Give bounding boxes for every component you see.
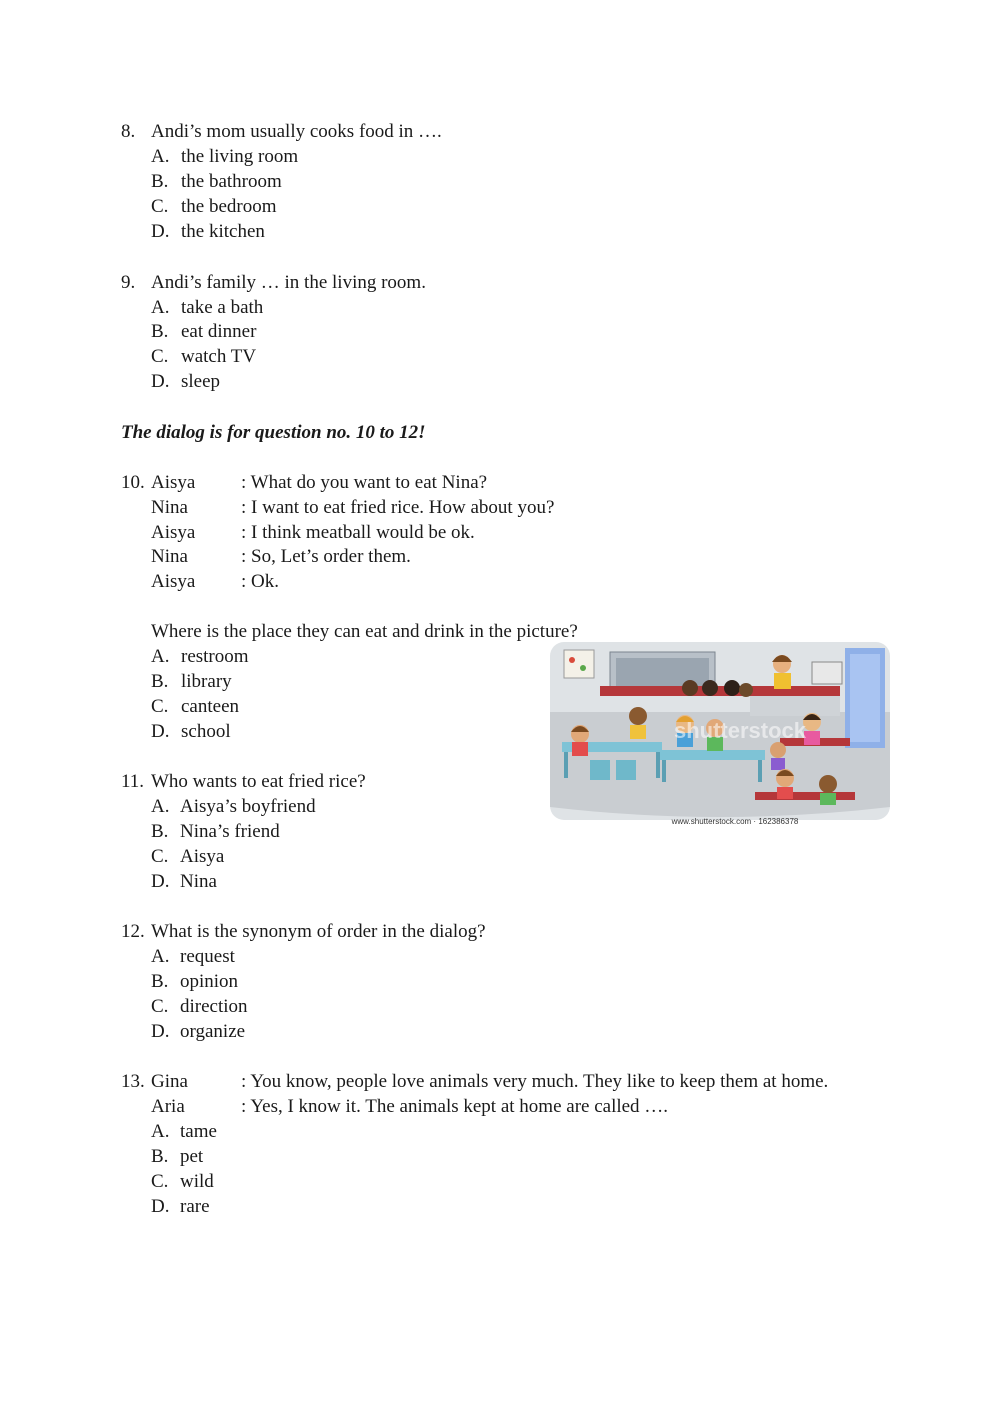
option-text: Aisya xyxy=(180,846,225,867)
dialog-line: : What do you want to eat Nina? xyxy=(241,472,488,493)
dialog-instruction: The dialog is for question no. 10 to 12! xyxy=(121,422,426,443)
dialog-speaker: Nina xyxy=(151,546,188,567)
option-letter: D. xyxy=(151,721,170,742)
canteen-scene-image xyxy=(550,642,890,832)
option-letter: C. xyxy=(151,846,169,867)
option-text: direction xyxy=(180,996,248,1017)
option-text: watch TV xyxy=(181,346,257,367)
option-letter: B. xyxy=(151,1146,169,1167)
question-number: 11. xyxy=(121,771,145,792)
option-text: rare xyxy=(180,1196,210,1217)
question-number: 13. xyxy=(121,1071,145,1092)
question-text: Who wants to eat fried rice? xyxy=(151,771,366,792)
option-text: library xyxy=(181,671,232,692)
option-letter: D. xyxy=(151,1196,170,1217)
option-letter: A. xyxy=(151,796,170,817)
option-text: the bedroom xyxy=(181,196,277,217)
question-text: What is the synonym of order in the dialog? xyxy=(151,921,486,942)
canteen-illustration xyxy=(550,642,890,832)
option-text: Aisya’s boyfriend xyxy=(180,796,316,817)
option-letter: C. xyxy=(151,196,169,217)
option-letter: A. xyxy=(151,646,170,667)
option-letter: B. xyxy=(151,821,169,842)
option-letter: C. xyxy=(151,996,169,1017)
option-text: school xyxy=(181,721,231,742)
question-number: 8. xyxy=(121,121,136,142)
dialog-speaker: Aisya xyxy=(151,472,196,493)
dialog-line: : Yes, I know it. The animals kept at home are called …. xyxy=(241,1096,669,1117)
option-letter: A. xyxy=(151,297,170,318)
option-text: canteen xyxy=(181,696,240,717)
dialog-speaker: Aisya xyxy=(151,522,196,543)
watermark-text: shutterstock xyxy=(673,718,807,743)
option-letter: D. xyxy=(151,371,170,392)
option-text: Nina’s friend xyxy=(180,821,280,842)
option-letter: D. xyxy=(151,871,170,892)
question-number: 10. xyxy=(121,472,145,493)
option-letter: C. xyxy=(151,696,169,717)
option-letter: A. xyxy=(151,1121,170,1142)
option-text: request xyxy=(180,946,235,967)
question-number: 12. xyxy=(121,921,145,942)
option-text: eat dinner xyxy=(181,321,257,342)
dialog-line: : Ok. xyxy=(241,571,279,592)
option-letter: C. xyxy=(151,1171,169,1192)
option-text: the living room xyxy=(181,146,299,167)
dialog-speaker: Aria xyxy=(151,1096,185,1117)
option-text: tame xyxy=(180,1121,217,1142)
question-text: Andi’s mom usually cooks food in …. xyxy=(151,121,442,142)
option-letter: B. xyxy=(151,171,169,192)
dialog-speaker: Aisya xyxy=(151,571,196,592)
dialog-line: : You know, people love animals very much. They like to keep them at home. xyxy=(241,1071,829,1092)
option-text: take a bath xyxy=(181,297,264,318)
option-text: the bathroom xyxy=(181,171,282,192)
question-text: Where is the place they can eat and drink in the picture? xyxy=(151,621,578,642)
option-text: organize xyxy=(180,1021,246,1042)
option-letter: B. xyxy=(151,671,169,692)
option-letter: D. xyxy=(151,221,170,242)
dialog-line: : I want to eat fried rice. How about you? xyxy=(241,497,555,518)
image-caption: www.shutterstock.com · 162386378 xyxy=(671,817,799,826)
option-letter: A. xyxy=(151,146,170,167)
option-text: Nina xyxy=(180,871,217,892)
option-letter: C. xyxy=(151,346,169,367)
option-text: wild xyxy=(180,1171,214,1192)
question-text: Andi’s family … in the living room. xyxy=(151,272,426,293)
dialog-speaker: Nina xyxy=(151,497,188,518)
option-text: restroom xyxy=(181,646,249,667)
option-letter: D. xyxy=(151,1021,170,1042)
dialog-line: : I think meatball would be ok. xyxy=(241,522,475,543)
option-text: opinion xyxy=(180,971,239,992)
option-letter: B. xyxy=(151,321,169,342)
option-letter: B. xyxy=(151,971,169,992)
option-letter: A. xyxy=(151,946,170,967)
question-number: 9. xyxy=(121,272,136,293)
dialog-speaker: Gina xyxy=(151,1071,188,1092)
option-text: sleep xyxy=(181,371,221,392)
option-text: pet xyxy=(180,1146,204,1167)
dialog-line: : So, Let’s order them. xyxy=(241,546,411,567)
option-text: the kitchen xyxy=(181,221,265,242)
